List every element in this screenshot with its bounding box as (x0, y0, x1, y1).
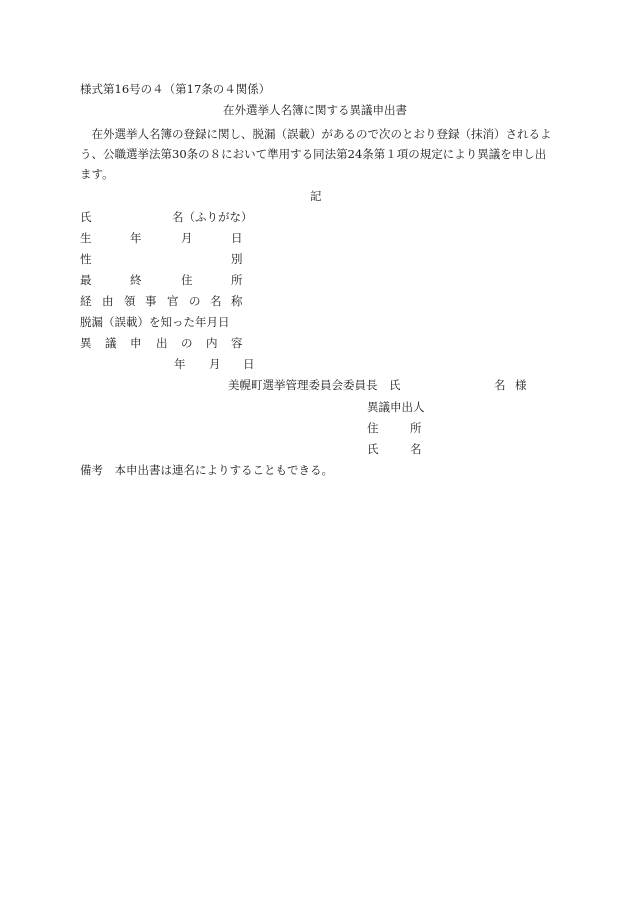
applicant-name-char: 氏 (367, 442, 379, 456)
note: 備考 本申出書は連名によりすることもできる。 (80, 463, 333, 477)
field-consulate-char: 称 (231, 294, 243, 308)
field-address-char: 住 (181, 273, 193, 287)
addressee-org: 美幌町選挙管理委員会委員長 氏 (228, 378, 401, 392)
document-title: 在外選挙人名簿に関する異議申出書 (223, 103, 407, 117)
ki-heading: 記 (310, 189, 322, 203)
field-consulate-char: 由 (102, 294, 114, 308)
field-name-furigana: 名（ふりがな） (172, 210, 253, 224)
field-consulate-char: 名 (210, 294, 222, 308)
field-date-known: 脱漏（誤載）を知った年月日 (80, 315, 230, 329)
addressee-sama: 様 (515, 378, 527, 392)
date-year: 年 (174, 357, 186, 371)
field-content-char: 異 (80, 336, 92, 350)
date-month: 月 (209, 357, 221, 371)
body-paragraph: 在外選挙人名簿の登録に関し、脱漏（誤載）があるので次のとおり登録（抹消）されるよう、公職選挙法第30条の８において準用する同法第24条第１項の規定により異議を申し出ます。 (80, 127, 552, 181)
field-content-char: 容 (231, 336, 243, 350)
applicant-name-char: 名 (410, 442, 422, 456)
date-day: 日 (243, 357, 255, 371)
field-address-char: 所 (231, 273, 243, 287)
field-address-char: 終 (130, 273, 142, 287)
field-content-char: 議 (105, 336, 117, 350)
field-birth-char: 月 (181, 231, 193, 245)
field-content-char: 内 (206, 336, 218, 350)
field-content-char: 出 (156, 336, 168, 350)
form-header: 様式第16号の４（第17条の４関係） (80, 82, 271, 96)
applicant-address-char: 所 (410, 421, 422, 435)
field-content-char: 申 (130, 336, 142, 350)
addressee-mei: 名 (494, 378, 506, 392)
field-consulate-char: 経 (80, 294, 92, 308)
field-consulate-char: の (189, 294, 201, 308)
field-sex-char: 別 (231, 252, 243, 266)
field-consulate-char: 官 (167, 294, 179, 308)
field-birth-char: 生 (80, 231, 92, 245)
field-consulate-char: 領 (124, 294, 136, 308)
field-birth-char: 日 (231, 231, 243, 245)
field-content-char: の (181, 336, 193, 350)
field-address-char: 最 (80, 273, 92, 287)
applicant-address-char: 住 (367, 421, 379, 435)
field-consulate-char: 事 (145, 294, 157, 308)
field-name-char: 氏 (80, 210, 92, 224)
field-sex-char: 性 (80, 252, 92, 266)
applicant-label: 異議申出人 (367, 400, 425, 414)
field-birth-char: 年 (130, 231, 142, 245)
